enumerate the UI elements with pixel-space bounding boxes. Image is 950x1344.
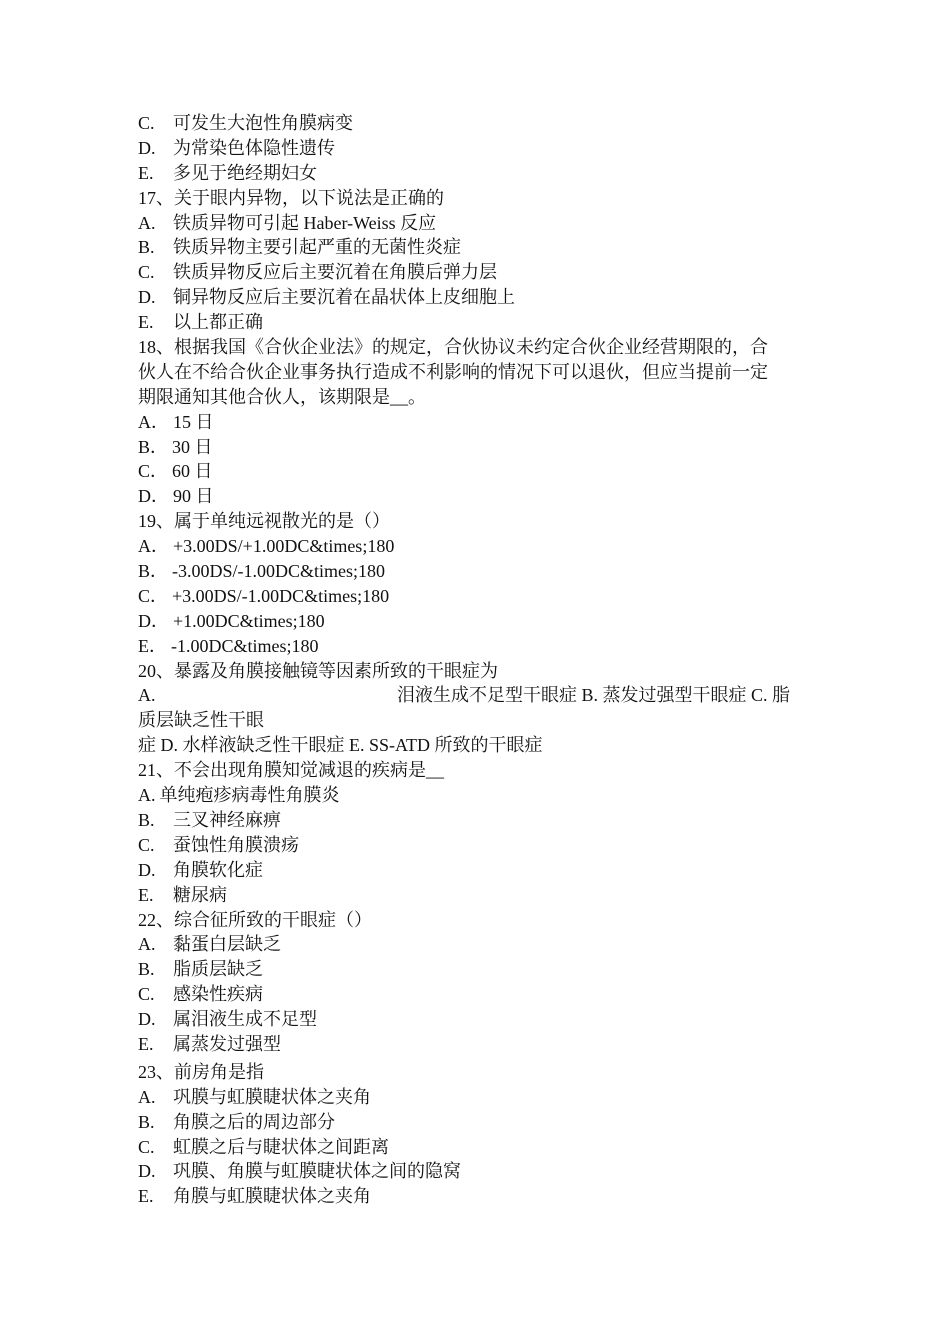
line-text: 脂质层缺乏 <box>173 959 263 980</box>
question-line <box>138 1060 810 1085</box>
line-text: 铁质异物可引起 Haber-Weiss 反应 <box>173 212 437 233</box>
option-label: C. <box>138 113 155 133</box>
question-line <box>138 335 810 360</box>
line-text: 巩膜、角膜与虹膜睫状体之间的隐窝 <box>173 1161 461 1182</box>
option-line <box>138 1032 810 1057</box>
option-line <box>138 1159 810 1184</box>
option-line <box>138 957 810 982</box>
line-text: 蚕蚀性角膜溃疡 <box>173 834 299 855</box>
option-label: B. <box>138 1111 155 1132</box>
option-line <box>138 1110 810 1135</box>
line-text: -3.00DS/-1.00DC&times;180 <box>172 561 386 582</box>
question-line <box>138 708 810 733</box>
option-line <box>138 858 810 883</box>
option-line <box>138 211 810 236</box>
line-text: 角膜与虹膜睫状体之夹角 <box>173 1186 371 1207</box>
option-label: C. <box>138 984 155 1005</box>
option-line <box>138 559 810 584</box>
option-label: C. <box>138 1136 155 1157</box>
option-line <box>138 1007 810 1032</box>
line-text: 三叉神经麻痹 <box>173 809 281 830</box>
question-line <box>138 186 810 211</box>
option-label: A． <box>138 411 169 432</box>
option-label: E. <box>138 884 154 905</box>
option-label: D. <box>138 1009 156 1030</box>
option-line <box>138 783 810 808</box>
option-line <box>138 235 810 260</box>
option-line <box>138 285 810 310</box>
option-label: A. <box>138 1086 156 1107</box>
option-line <box>138 310 810 335</box>
option-label: D. <box>138 287 156 308</box>
option-label: A. <box>138 785 156 806</box>
line-text: 铁质异物主要引起严重的无菌性炎症 <box>173 237 461 258</box>
line-text: 症 D. 水样液缺乏性干眼症 E. SS-ATD 所致的干眼症 <box>138 735 543 756</box>
question-line <box>138 509 810 534</box>
line-text: 铜异物反应后主要沉着在晶状体上皮细胞上 <box>173 287 515 308</box>
option-line <box>138 435 810 460</box>
line-text: 17、关于眼内异物，以下说法是正确的 <box>138 187 444 208</box>
option-label: E． <box>138 635 167 656</box>
option-line <box>138 982 810 1007</box>
line-text: 90 日 <box>173 486 214 507</box>
line-text: 60 日 <box>172 461 213 482</box>
line-text: 可发生大泡性角膜病变 <box>173 113 353 133</box>
line-text: 为常染色体隐性遗传 <box>173 137 335 158</box>
line-text: 虹膜之后与睫状体之间距离 <box>173 1136 389 1157</box>
line-text: 22、综合征所致的干眼症（） <box>138 909 372 930</box>
option-line <box>138 584 810 609</box>
option-line <box>138 833 810 858</box>
option-line <box>138 111 810 136</box>
line-text: 伙人在不给合伙企业事务执行造成不利影响的情况下可以退伙，但应当提前一定 <box>138 361 768 382</box>
line-text: +1.00DC&times;180 <box>173 610 325 631</box>
question-line <box>138 733 810 758</box>
line-text: 属蒸发过强型 <box>173 1033 281 1054</box>
line-text: 18、根据我国《合伙企业法》的规定，合伙协议未约定合伙企业经营期限的，合 <box>138 337 768 358</box>
document-body <box>138 111 810 1209</box>
option-line <box>138 932 810 957</box>
line-text: +3.00DS/-1.00DC&times;180 <box>172 585 390 606</box>
option-line <box>138 534 810 559</box>
line-text: +3.00DS/+1.00DC&times;180 <box>173 536 395 557</box>
option-line <box>138 459 810 484</box>
option-label: C. <box>138 262 155 283</box>
question-line <box>138 908 810 933</box>
option-line <box>138 484 810 509</box>
line-text: 以上都正确 <box>173 312 263 333</box>
question-line <box>138 659 810 684</box>
line-text: 角膜软化症 <box>173 859 263 880</box>
option-line <box>138 808 810 833</box>
line-text: 21、不会出现角膜知觉减退的疾病是__ <box>138 760 444 781</box>
option-line <box>138 683 810 708</box>
option-line <box>138 410 810 435</box>
question-line <box>138 758 810 783</box>
option-label: D． <box>138 610 169 631</box>
line-text: 巩膜与虹膜睫状体之夹角 <box>173 1086 371 1107</box>
option-label: B． <box>138 561 169 582</box>
line-text: 单纯疱疹病毒性角膜炎 <box>159 785 340 806</box>
option-label: A． <box>138 536 169 557</box>
line-text: 感染性疾病 <box>173 984 263 1005</box>
option-line <box>138 1184 810 1209</box>
option-label: C． <box>138 585 169 606</box>
line-text: 30 日 <box>172 436 213 457</box>
option-label: D． <box>138 486 169 507</box>
line-text: 多见于绝经期妇女 <box>173 162 317 183</box>
option-label: C． <box>138 461 169 482</box>
option-label: A. <box>138 212 156 233</box>
option-line <box>138 883 810 908</box>
option-label: B. <box>138 959 155 980</box>
option-line <box>138 161 810 186</box>
option-label: D. <box>138 859 156 880</box>
option-label: D. <box>138 137 156 158</box>
option-line <box>138 634 810 659</box>
line-text: 质层缺乏性干眼 <box>138 710 264 731</box>
line-text: 角膜之后的周边部分 <box>173 1111 335 1132</box>
option-line <box>138 136 810 161</box>
question-line <box>138 360 810 385</box>
line-text: 19、属于单纯远视散光的是（） <box>138 511 390 532</box>
line-text: 糖尿病 <box>173 884 227 905</box>
option-label: D. <box>138 1161 156 1182</box>
option-line <box>138 609 810 634</box>
option-label: B. <box>138 809 155 830</box>
line-text: -1.00DC&times;180 <box>171 635 319 656</box>
option-label: E. <box>138 1186 154 1207</box>
option-label: A. <box>138 685 156 706</box>
line-text: 23、前房角是指 <box>138 1061 264 1082</box>
line-text: 15 日 <box>173 411 214 432</box>
option-label: E. <box>138 162 154 183</box>
option-label: C. <box>138 834 155 855</box>
option-label: E. <box>138 312 154 333</box>
option-label: A. <box>138 934 156 955</box>
line-text: 20、暴露及角膜接触镜等因素所致的干眼症为 <box>138 660 498 681</box>
line-text: 属泪液生成不足型 <box>173 1009 317 1030</box>
option-label: E. <box>138 1033 154 1054</box>
option-line <box>138 260 810 285</box>
option-label: B. <box>138 237 155 258</box>
option-line <box>138 1085 810 1110</box>
line-text: 期限通知其他合伙人，该期限是__。 <box>138 386 426 407</box>
option-label: B． <box>138 436 169 457</box>
question-line <box>138 385 810 410</box>
line-text: 泪液生成不足型干眼症 B. 蒸发过强型干眼症 C. 脂 <box>397 685 791 706</box>
line-text: 铁质异物反应后主要沉着在角膜后弹力层 <box>173 262 497 283</box>
line-text: 黏蛋白层缺乏 <box>173 934 281 955</box>
option-line <box>138 1135 810 1160</box>
